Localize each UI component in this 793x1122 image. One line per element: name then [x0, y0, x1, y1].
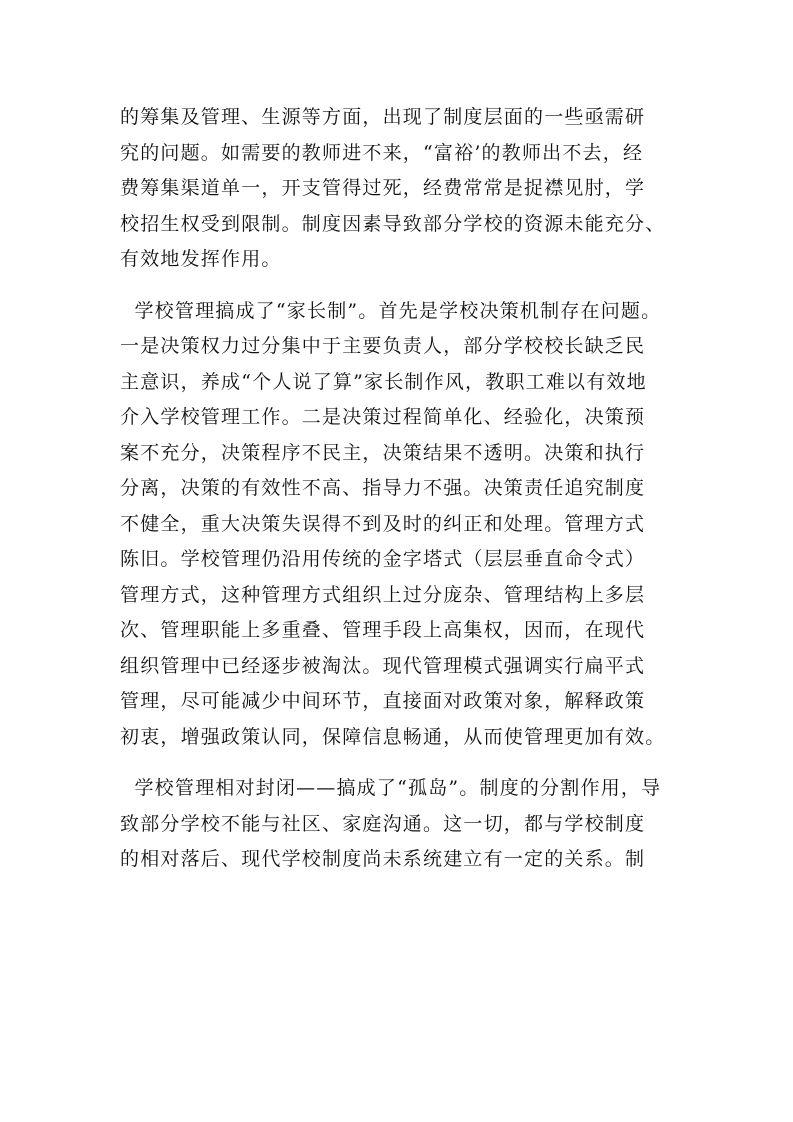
text-line: 致部分学校不能与社区、家庭沟通。这一切，都与学校制度	[120, 812, 646, 835]
text-line: 介入学校管理工作。二是决策过程简单化、经验化，决策预	[120, 406, 646, 428]
text-line: 费筹集渠道单一，开支管得过死，经费常常是捉襟见肘，学	[120, 177, 646, 199]
text-line: 学校管理相对封闭——搞成了“孤岛”。制度的分割作用，导	[120, 777, 662, 799]
text-line: 不健全，重大决策失误得不到及时的纠正和处理。管理方式	[120, 512, 646, 535]
text-line: 陈旧。学校管理仍沿用传统的金字塔式（层层垂直命令式）	[120, 548, 646, 570]
text-line: 组织管理中已经逐步被淘汰。现代管理模式强调实行扁平式	[120, 654, 646, 677]
text-line: 校招生权受到限制。制度因素导致部分学校的资源未能充分、	[120, 212, 666, 235]
text-line: 有效地发挥作用。	[120, 248, 282, 270]
text-line: 案不充分，决策程序不民主，决策结果不透明。决策和执行	[120, 441, 646, 464]
paragraph-1	[120, 100, 680, 278]
text-line: 次、管理职能上多重叠、管理手段上高集权，因而，在现代	[120, 619, 646, 641]
text-line: 的筹集及管理、生源等方面，出现了制度层面的一些亟需研	[120, 106, 646, 128]
text-line: 学校管理搞成了“家长制”。首先是学校决策机制存在问题。	[120, 299, 662, 322]
paragraph-3	[120, 771, 680, 878]
text-line: 分离，决策的有效性不高、指导力不强。决策责任追究制度	[120, 477, 646, 499]
text-line: 一是决策权力过分集中于主要负责人，部分学校校长缺乏民	[120, 335, 646, 357]
document-body	[120, 100, 680, 894]
text-line: 管理，尽可能减少中间环节，直接面对政策对象，解释政策	[120, 690, 646, 712]
text-line: 的相对落后、现代学校制度尚未系统建立有一定的关系。制	[120, 848, 646, 870]
text-line: 究的问题。如需要的教师进不来，“富裕’的教师出不去，经	[120, 141, 644, 164]
paragraph-2	[120, 294, 680, 756]
text-line: 主意识，养成“个人说了算”家长制作风，教职工难以有效地	[120, 370, 647, 393]
text-line: 初衷，增强政策认同，保障信息畅通，从而使管理更加有效。	[120, 725, 666, 748]
text-line: 管理方式，这种管理方式组织上过分庞杂、管理结构上多层	[120, 583, 646, 606]
